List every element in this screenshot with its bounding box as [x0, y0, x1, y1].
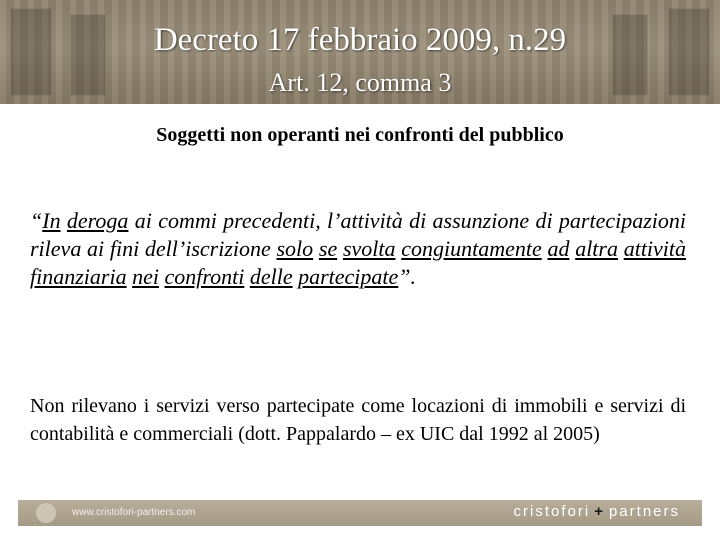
quote-text: ai commi precedenti, l’attività di assunzione di partecipazioni rileva ai fini dell’iscrizione — [30, 208, 686, 261]
quote-word: partecipate — [298, 264, 399, 289]
page-subtitle: Art. 12, comma 3 — [268, 68, 452, 97]
quote-word: attività — [623, 236, 687, 261]
header-banner — [0, 0, 720, 104]
quote-word: se — [318, 236, 338, 261]
quote-word: deroga — [66, 208, 129, 233]
quoted-text — [30, 207, 686, 291]
quote-word: ad — [547, 236, 570, 261]
quote-open: “ — [30, 208, 43, 233]
quote-word: solo — [276, 236, 314, 261]
logo-icon — [36, 503, 56, 523]
footer-url: www.cristofori-partners.com — [72, 507, 196, 518]
quote-close: ”. — [398, 264, 417, 289]
body-paragraph: Non rilevano i servizi verso partecipate come locazioni di immobili e servizi di contabilità e commerciali (dott. Pappalardo – ex UIC dal 1992 al 2005) — [30, 395, 686, 445]
page-title: Decreto 17 febbraio 2009, n.29 — [153, 22, 567, 58]
brand-name-left: cristofori — [513, 503, 591, 520]
brand-plus: + — [594, 503, 605, 520]
quote-word: confronti — [164, 264, 245, 289]
brand-logo — [514, 503, 680, 520]
quote-word: svolta — [342, 236, 396, 261]
quote-word: nei — [132, 264, 159, 289]
quote-word: In — [42, 208, 61, 233]
brand-name-right: partners — [608, 503, 680, 520]
quote-word: finanziaria — [30, 264, 127, 289]
quote-word: delle — [249, 264, 293, 289]
footer-bar — [18, 500, 702, 526]
quote-word: altra — [575, 236, 618, 261]
section-title: Soggetti non operanti nei confronti del pubblico — [156, 124, 564, 146]
quote-word: congiuntamente — [401, 236, 542, 261]
